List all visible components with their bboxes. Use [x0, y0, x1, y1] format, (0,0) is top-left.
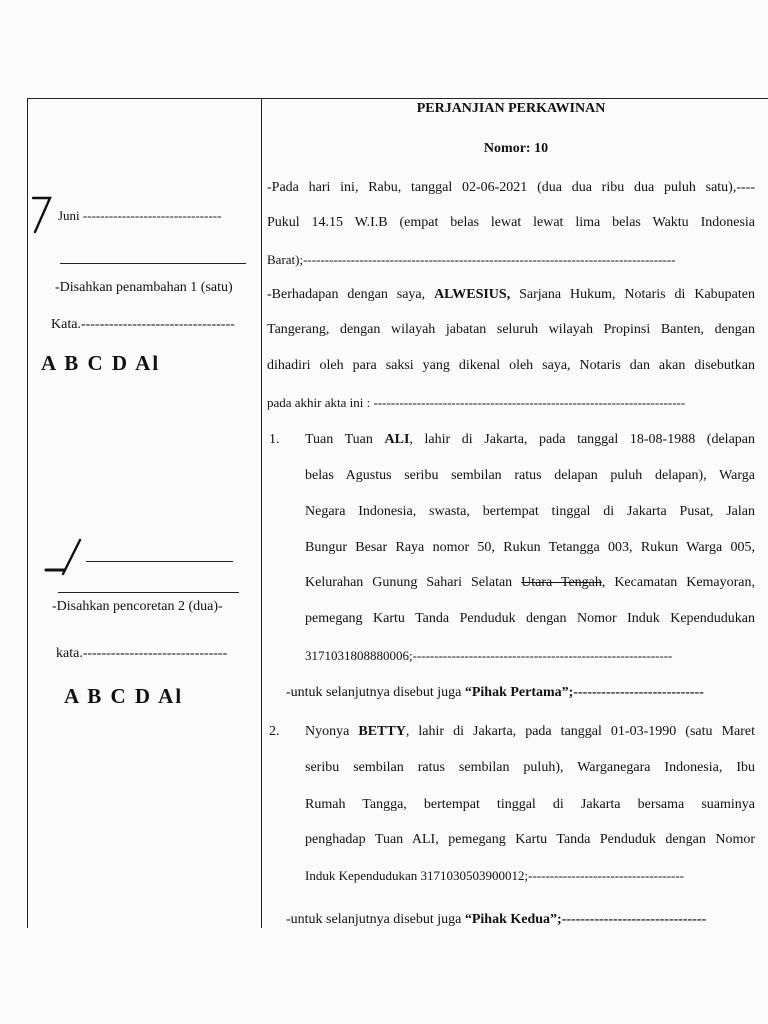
party2-line: Induk Kependudukan 3171030503900012;------------------------------------ — [305, 868, 684, 883]
notary-name: ALWESIUS, — [434, 287, 511, 302]
opening-line: Barat);-------------------------------------------------------------------------------------- — [267, 252, 676, 267]
party1-reference-text: -untuk selanjutnya disebut juga — [286, 685, 465, 700]
margin-addition-note-line2: Kata.--------------------------------- — [51, 317, 235, 332]
margin-juni-note: Juni -------------------------------- — [58, 208, 222, 223]
party1-line: pemegang Kartu Tanda Penduduk dengan Nomor Induk Kependudukan — [305, 611, 755, 626]
initials-signature: A B C D Al — [41, 351, 161, 375]
party2-reference-text: -untuk selanjutnya disebut juga — [286, 912, 465, 927]
margin-rule — [86, 561, 233, 562]
party1-reference — [286, 684, 704, 702]
party1-line: belas Agustus seribu sembilan ratus delapan puluh delapan), Warga — [305, 468, 755, 483]
party1-text: Tuan Tuan — [305, 432, 385, 447]
party1-line: 3171031808880006;------------------------------------------------------------ — [305, 648, 673, 663]
party2-reference — [286, 911, 706, 929]
appearance-line — [267, 286, 755, 304]
document-title: PERJANJIAN PERKAWINAN — [416, 101, 606, 116]
party1-line: Bungur Besar Raya nomor 50, Rukun Tetangga 003, Rukun Warga 005, — [305, 540, 755, 555]
party1-line — [305, 431, 755, 449]
party1-name: ALI — [384, 432, 410, 447]
initials-signature: A B C D Al — [64, 684, 184, 708]
appearance-text: -Berhadapan dengan saya, — [267, 287, 435, 302]
party2-line — [305, 723, 755, 741]
party2-line: Rumah Tangga, bertempat tinggal di Jakarta bersama suaminya — [305, 797, 755, 812]
party1-text: , lahir di Jakarta, pada tanggal 18-08-1988 (delapan — [409, 432, 756, 447]
margin-addition-note-line1: -Disahkan penambahan 1 (satu) — [55, 280, 233, 295]
table-top-border — [27, 98, 768, 99]
party1-designation: “Pihak Pertama”;---------------------------- — [464, 685, 704, 700]
party1-text: Kelurahan Gunung Sahari Selatan — [305, 575, 522, 590]
margin-deletion-note-line2: kata.------------------------------- — [56, 646, 228, 661]
table-left-border — [27, 98, 28, 928]
column-divider — [261, 98, 262, 928]
insertion-mark-icon — [30, 192, 54, 234]
party2-name: BETTY — [358, 724, 406, 739]
deletion-mark-icon — [44, 537, 90, 577]
appearance-line: Tangerang, dengan wilayah jabatan seluruh wilayah Propinsi Banten, dengan — [267, 322, 755, 337]
party1-line: Negara Indonesia, swasta, bertempat tinggal di Jakarta Pusat, Jalan — [305, 504, 755, 519]
document-number: Nomor: 10 — [483, 141, 549, 156]
margin-rule — [58, 592, 239, 593]
party1-number: 1. — [269, 432, 280, 447]
appearance-line: dihadiri oleh para saksi yang dikenal oleh saya, Notaris dan akan disebutkan — [267, 358, 755, 373]
party2-designation: “Pihak Kedua”;------------------------------- — [464, 912, 707, 927]
struck-text: Utara Tengah — [521, 575, 602, 590]
opening-line: Pukul 14.15 W.I.B (empat belas lewat lewat lima belas Waktu Indonesia — [267, 215, 755, 230]
appearance-text: Sarjana Hukum, Notaris di Kabupaten — [510, 287, 755, 302]
party2-line: seribu sembilan ratus sembilan puluh), Warganegara Indonesia, Ibu — [305, 760, 755, 775]
party1-text: , Kecamatan Kemayoran, — [601, 575, 756, 590]
party2-text: , lahir di Jakarta, pada tanggal 01-03-1990 (satu Maret — [405, 724, 755, 739]
party2-number: 2. — [269, 724, 280, 739]
party2-line: penghadap Tuan ALI, pemegang Kartu Tanda Penduduk dengan Nomor — [305, 832, 755, 847]
party2-text: Nyonya — [305, 724, 359, 739]
opening-line: -Pada hari ini, Rabu, tanggal 02-06-2021 (dua dua ribu dua puluh satu),---- — [267, 180, 755, 195]
party1-line — [305, 574, 755, 592]
margin-deletion-note-line1: -Disahkan pencoretan 2 (dua)- — [52, 599, 223, 614]
margin-rule — [60, 263, 246, 264]
appearance-line: pada akhir akta ini : ------------------------------------------------------------------------ — [267, 395, 686, 410]
